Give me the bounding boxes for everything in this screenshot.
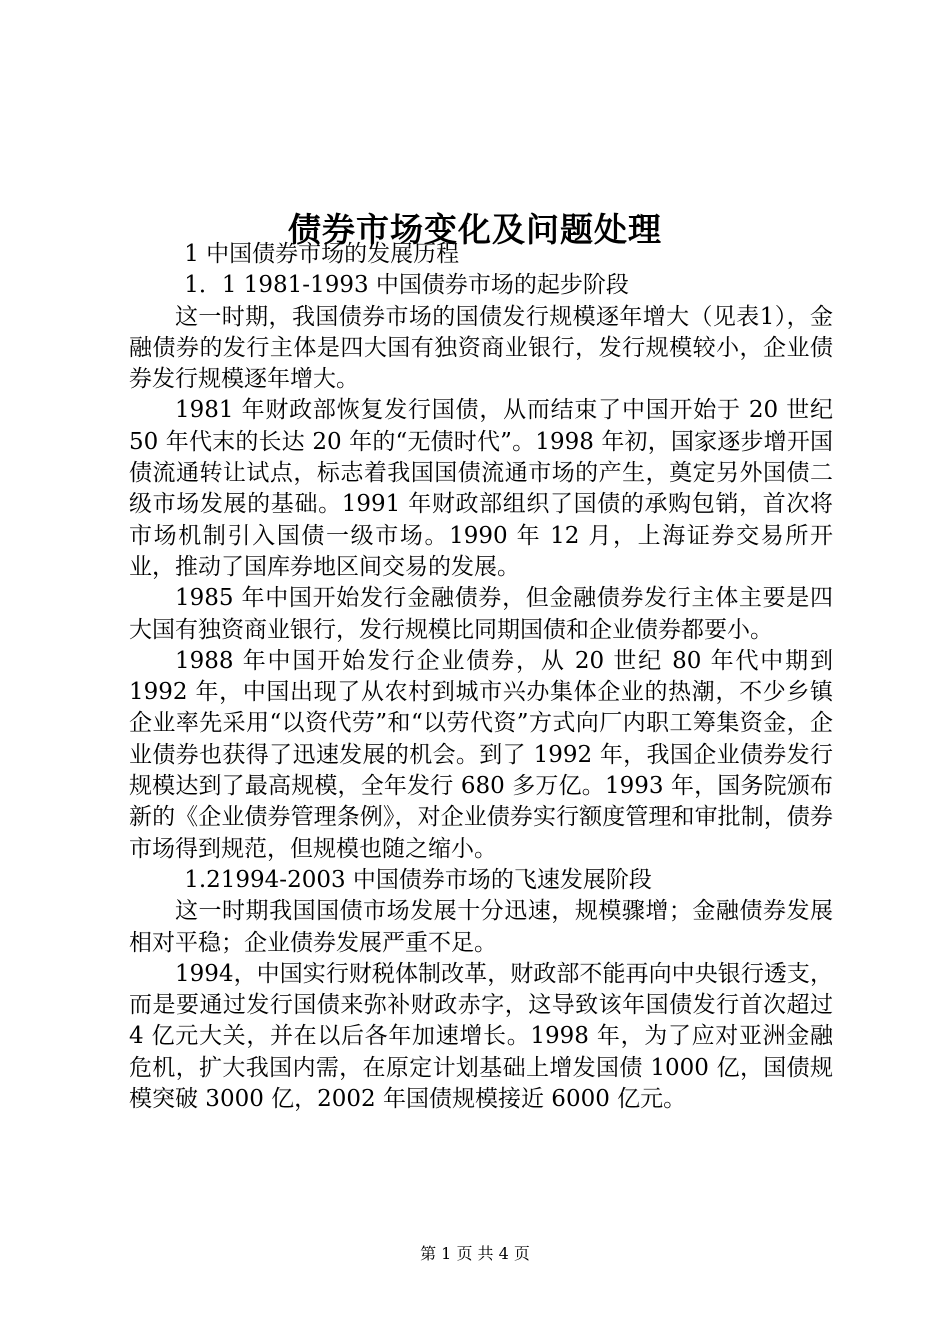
body-paragraph: 1988 年中国开始发行企业债券，从 20 世纪 80 年代中期到 1992 年，中国出现了从农村到城市兴办集体企业的热潮，不少乡镇企业率先采用“以资代劳”和“以劳代资”方式向厂内职工筹集资金，企业债券也获得了迅速发展的机会。到了 1992 年，我国企业债券发行规模达到了最高规模，全年发行 680 多万亿。1993 年，国务院颁布新的《企业债券管理条例》，对企业债券实行额度管理和审批制，债券市场得到规范，但规模也随之缩小。 [129, 647, 833, 862]
subsection-heading: 1.21994-2003 中国债券市场的飞速发展阶段 [184, 866, 652, 893]
page-footer: 第 1 页 共 4 页 [420, 1244, 530, 1263]
document-body [129, 239, 833, 1115]
subsection-heading: 1．1 1981-1993 中国债券市场的起步阶段 [184, 272, 629, 299]
body-paragraph: 这一时期，我国债券市场的国债发行规模逐年增大（见表1），金融债券的发行主体是四大国有独资商业银行，发行规模较小，企业债券发行规模逐年增大。 [129, 303, 833, 393]
body-paragraph: 1985 年中国开始发行金融债券，但金融债券发行主体主要是四大国有独资商业银行，发行规模比同期国债和企业债券都要小。 [129, 585, 833, 643]
document-title: 债券市场变化及问题处理 [288, 210, 662, 250]
body-paragraph: 1981 年财政部恢复发行国债，从而结束了中国开始于 20 世纪 50 年代末的长达 20 年的“无债时代”。1998 年初，国家逐步增开国债流通转让试点，标志着我国国债流通市场的产生，奠定另外国债二级市场发展的基础。1991 年财政部组织了国债的承购包销，首次将市场机制引入国债一级市场。1990 年 12 月，上海证券交易所开业，推动了国库券地区间交易的发展。 [129, 397, 833, 580]
body-paragraph: 1994，中国实行财税体制改革，财政部不能再向中央银行透支，而是要通过发行国债来弥补财政赤字，这导致该年国债发行首次超过 4 亿元大关，并在以后各年加速增长。1998 年，为了应对亚洲金融危机，扩大我国内需，在原定计划基础上增发国债 1000 亿，国债规模突破 3000 亿，2002 年国债规模接近 6000 亿元。 [129, 960, 833, 1113]
section-heading: 1 中国债券市场的发展历程 [184, 241, 460, 267]
body-paragraph: 这一时期我国国债市场发展十分迅速，规模骤增；金融债券发展相对平稳；企业债券发展严重不足。 [129, 898, 833, 956]
